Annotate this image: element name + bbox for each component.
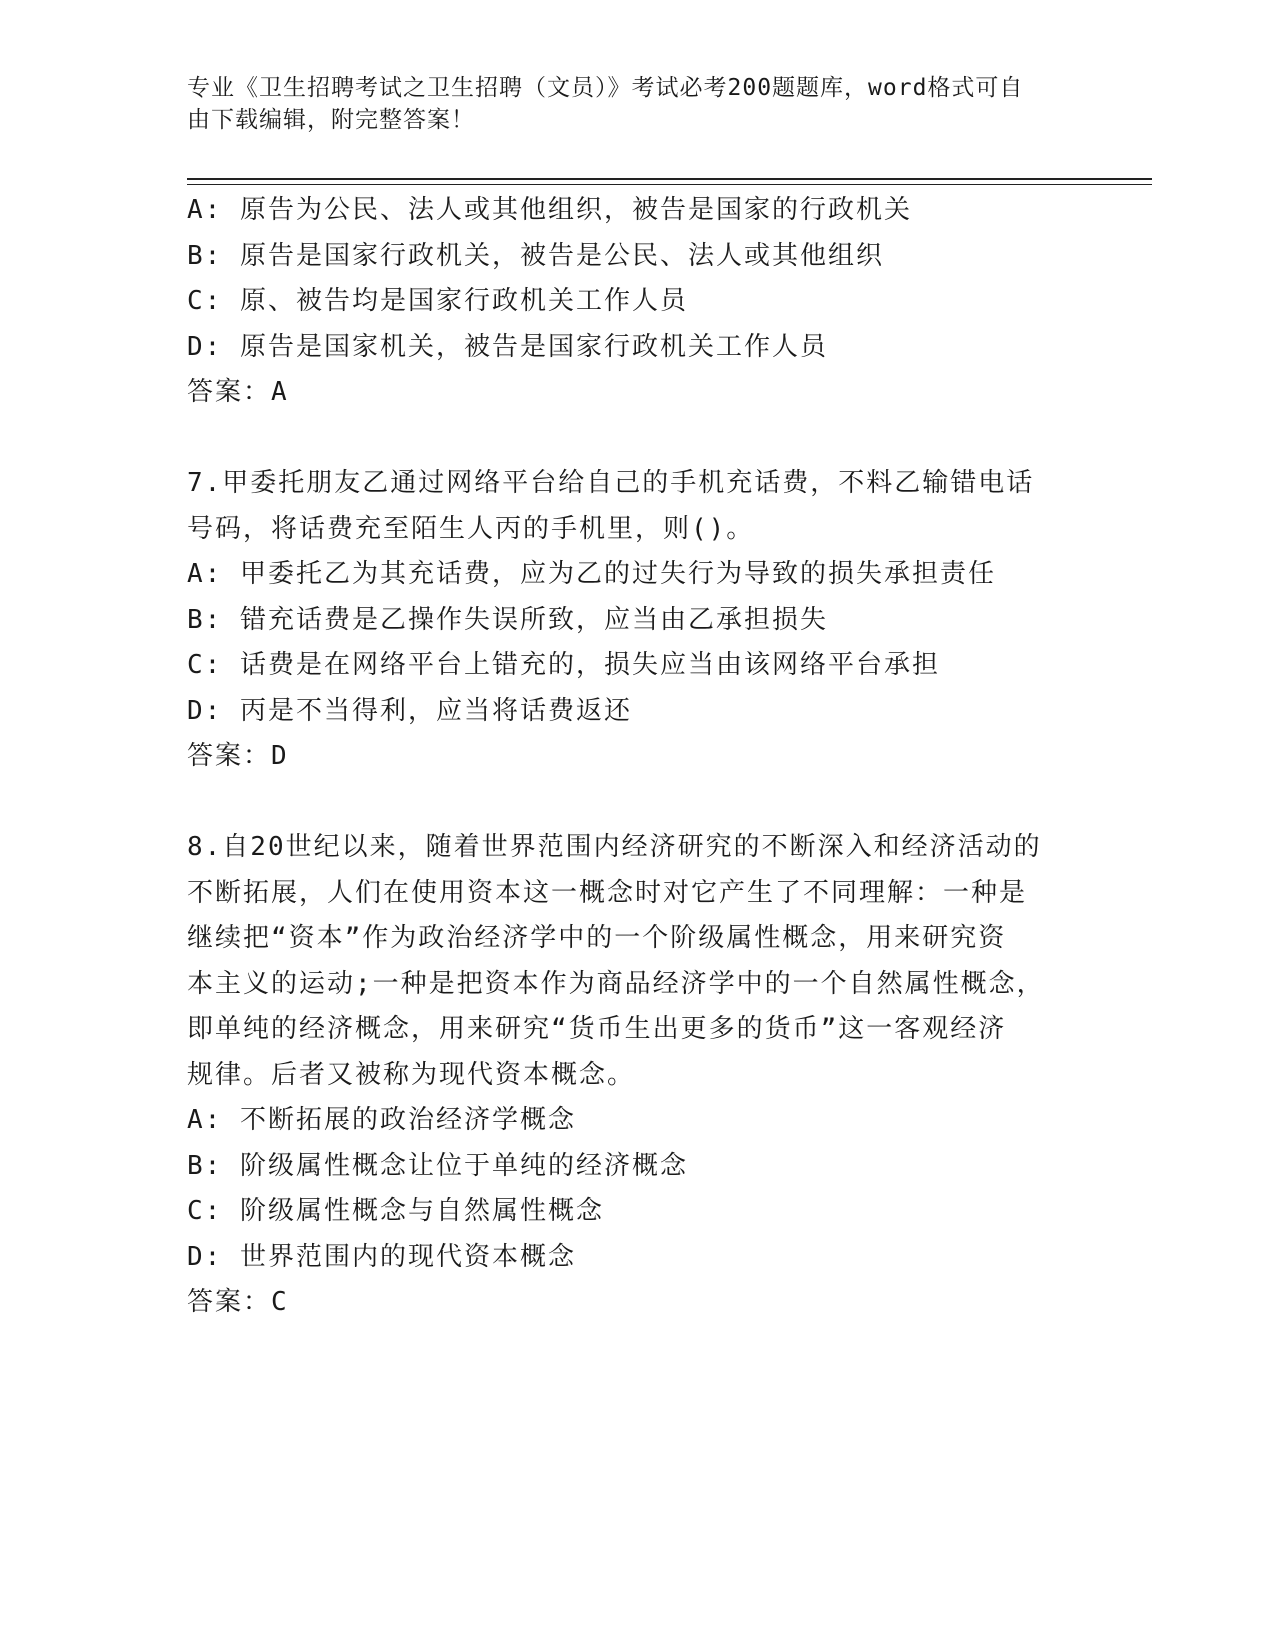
answer-label: 答案：D xyxy=(187,741,289,771)
option-b: B: 阶级属性概念让位于单纯的经济概念 xyxy=(187,1150,688,1181)
question-text-line: 即单纯的经济概念，用来研究“货币生出更多的货币”这一客观经济 xyxy=(187,1014,1007,1044)
option-b: B: 原告是国家行政机关，被告是公民、法人或其他组织 xyxy=(187,240,884,271)
document-header xyxy=(187,72,1067,136)
header-line-2: 由下载编辑，附完整答案！ xyxy=(187,107,475,133)
question-text-line: 不断拓展，人们在使用资本这一概念时对它产生了不同理解：一种是 xyxy=(187,877,1028,908)
question-text-line: 8.自20世纪以来，随着世界范围内经济研究的不断深入和经济活动的 xyxy=(187,832,1042,862)
option-c: C: 话费是在网络平台上错充的，损失应当由该网络平台承担 xyxy=(187,650,940,680)
header-line-1: 专业《卫生招聘考试之卫生招聘（文员）》考试必考200题题库，word格式可自 xyxy=(187,75,1024,101)
question-7 xyxy=(187,461,1087,780)
answer-label: 答案：C xyxy=(187,1287,289,1317)
option-b: B: 错充话费是乙操作失误所致，应当由乙承担损失 xyxy=(187,604,828,635)
question-text-line: 本主义的运动;一种是把资本作为商品经济学中的一个自然属性概念， xyxy=(187,968,1045,999)
option-d: D: 世界范围内的现代资本概念 xyxy=(187,1241,576,1272)
question-content xyxy=(187,188,1087,1326)
question-8 xyxy=(187,825,1087,1326)
option-a: A: 甲委托乙为其充话费，应为乙的过失行为导致的损失承担责任 xyxy=(187,559,996,589)
answer-label: 答案：A xyxy=(187,377,289,407)
header-divider-thin xyxy=(187,184,1152,185)
header-divider-thick xyxy=(187,178,1152,180)
option-a: A: 原告为公民、法人或其他组织，被告是国家的行政机关 xyxy=(187,195,912,225)
question-6 xyxy=(187,188,1087,416)
option-c: C: 原、被告均是国家行政机关工作人员 xyxy=(187,286,688,316)
option-d: D: 丙是不当得利，应当将话费返还 xyxy=(187,695,632,726)
question-text-line: 号码，将话费充至陌生人丙的手机里，则()。 xyxy=(187,513,755,544)
spacer xyxy=(187,416,1087,462)
option-c: C: 阶级属性概念与自然属性概念 xyxy=(187,1196,604,1226)
option-a: A: 不断拓展的政治经济学概念 xyxy=(187,1105,576,1135)
question-text-line: 7.甲委托朋友乙通过网络平台给自己的手机充话费，不料乙输错电话 xyxy=(187,468,1035,498)
question-text-line: 规律。后者又被称为现代资本概念。 xyxy=(187,1059,636,1090)
option-d: D: 原告是国家机关，被告是国家行政机关工作人员 xyxy=(187,331,828,362)
question-text-line: 继续把“资本”作为政治经济学中的一个阶级属性概念，用来研究资 xyxy=(187,923,1007,953)
spacer xyxy=(187,780,1087,826)
